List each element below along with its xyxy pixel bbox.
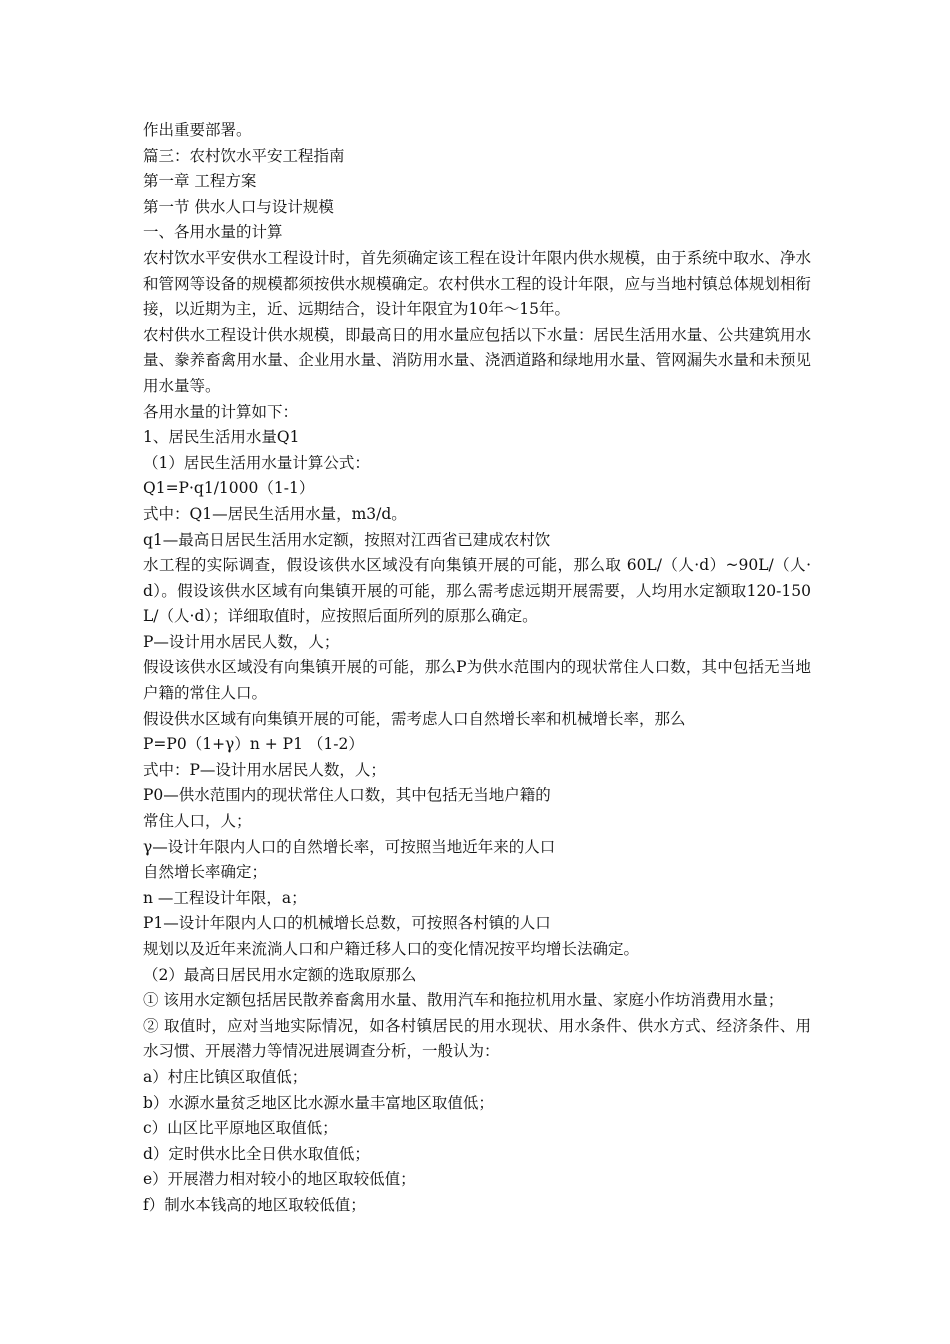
paragraph: P0—供水范围内的现状常住人口数，其中包括无当地户籍的 xyxy=(143,786,551,805)
paragraph: n —工程设计年限，a； xyxy=(143,888,307,907)
formula: P=P0（1+γ）n + P1 （1-2） xyxy=(143,735,364,754)
list-item: e）开展潜力相对较小的地区取较低值； xyxy=(143,1170,416,1189)
formula: Q1=P·q1/1000（1-1） xyxy=(143,479,315,498)
list-item: d）定时供水比全日供水取值低； xyxy=(143,1144,370,1163)
list-item: ① 该用水定额包括居民散养畜禽用水量、散用汽车和拖拉机用水量、家庭小作坊消费用水量； xyxy=(143,991,784,1010)
document-body xyxy=(143,118,811,1219)
list-item: a）村庄比镇区取值低； xyxy=(143,1067,308,1086)
paragraph: 各用水量的计算如下： xyxy=(143,402,299,421)
paragraph: 水工程的实际调查，假设该供水区域没有向集镇开展的可能，那么取 60L/（人·d）~90L/（人·d）。假设该供水区域有向集镇开展的可能，那么需考虑远期开展需要，人均用水定额取120-150L/（人·d）；详细取值时，应按照后面所列的原那么确定。 xyxy=(143,556,811,626)
paragraph: 假设该供水区域没有向集镇开展的可能，那么P为供水范围内的现状常住人口数，其中包括无当地户籍的常住人口。 xyxy=(143,658,811,703)
paragraph: 1、居民生活用水量Q1 xyxy=(143,428,300,447)
paragraph: 自然增长率确定； xyxy=(143,863,268,882)
list-item: b）水源水量贫乏地区比水源水量丰富地区取值低； xyxy=(143,1093,494,1112)
list-item: f）制水本钱高的地区取较低值； xyxy=(143,1195,366,1214)
list-item: c）山区比平原地区取值低； xyxy=(143,1119,338,1138)
paragraph: P1—设计年限内人口的机械增长总数，可按照各村镇的人口 xyxy=(143,914,551,933)
paragraph: γ—设计年限内人口的自然增长率，可按照当地近年来的人口 xyxy=(143,837,556,856)
subsection-heading: 一、各用水量的计算 xyxy=(143,223,283,242)
paragraph: q1—最高日居民生活用水定额，按照对江西省已建成农村饮 xyxy=(143,530,551,549)
paragraph: 式中：P—设计用水居民人数，人； xyxy=(143,760,386,779)
paragraph: 农村饮水平安供水工程设计时，首先须确定该工程在设计年限内供水规模，由于系统中取水、净水和管网等设备的规模都须按供水规模确定。农村供水工程的设计年限，应与当地村镇总体规划相衔接，以近期为主，近、远期结合，设计年限宜为10年～15年。 xyxy=(143,248,811,319)
paragraph: 农村供水工程设计供水规模，即最高日的用水量应包括以下水量：居民生活用水量、公共建筑用水量、豢养畜禽用水量、企业用水量、消防用水量、浇洒道路和绿地用水量、管网漏失水量和未预见用水量等。 xyxy=(143,325,811,395)
paragraph: P—设计用水居民人数，人； xyxy=(143,632,340,651)
chapter-heading: 第一章 工程方案 xyxy=(143,172,257,191)
paragraph: 式中：Q1—居民生活用水量，m3/d。 xyxy=(143,504,407,523)
section-heading: 第一节 供水人口与设计规模 xyxy=(143,197,334,216)
paragraph: 规划以及近年来流淌人口和户籍迁移人口的变化情况按平均增长法确定。 xyxy=(143,940,640,958)
paragraph: 常住人口，人； xyxy=(143,812,252,831)
section-heading: 篇三：农村饮水平安工程指南 xyxy=(143,146,345,165)
paragraph: 假设供水区域有向集镇开展的可能，需考虑人口自然增长率和机械增长率，那么 xyxy=(143,709,686,728)
paragraph: 作出重要部署。 xyxy=(143,121,252,139)
paragraph: （1）居民生活用水量计算公式： xyxy=(143,453,370,472)
list-item: ② 取值时，应对当地实际情况，如各村镇居民的用水现状、用水条件、供水方式、经济条件、用水习惯、开展潜力等情况进展调查分析，一般认为： xyxy=(143,1016,811,1061)
paragraph: （2）最高日居民用水定额的选取原那么 xyxy=(143,965,417,984)
